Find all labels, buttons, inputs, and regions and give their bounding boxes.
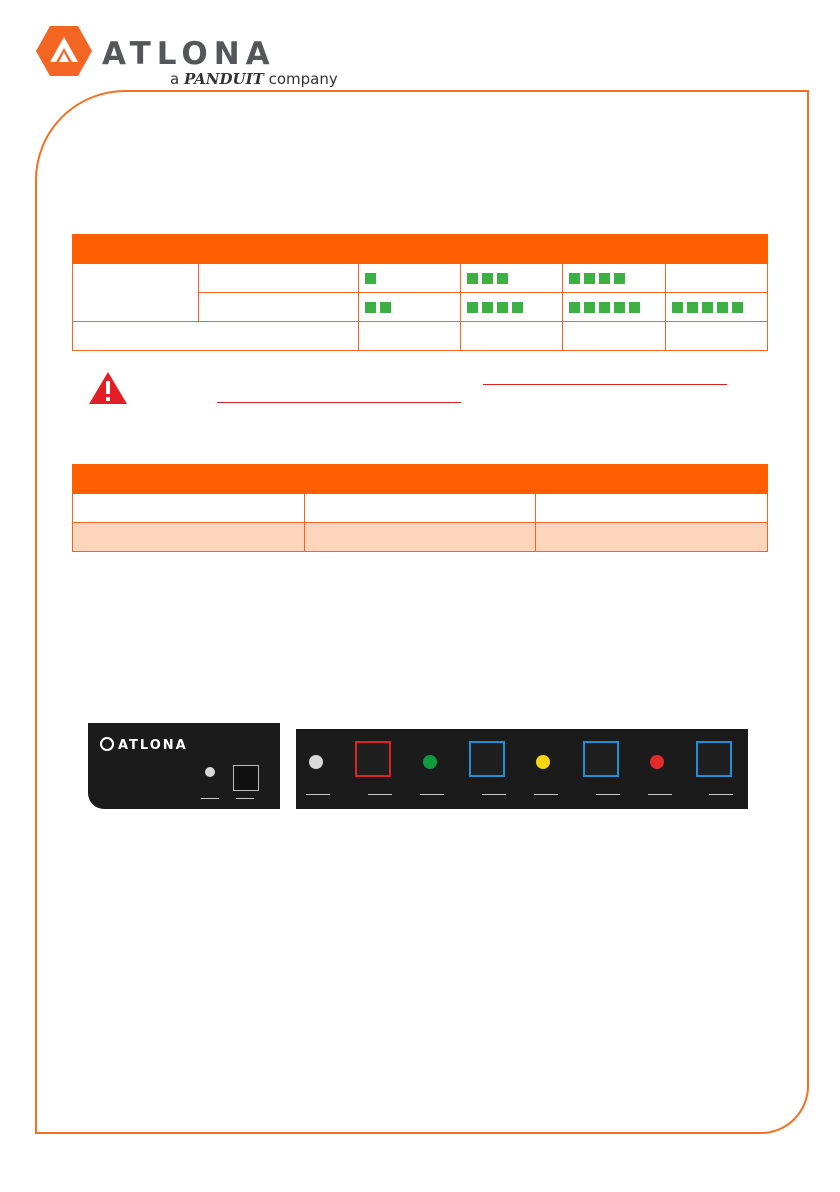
signal-bars-cell [359,293,461,322]
brand-subtitle [170,70,338,88]
device-front-panel [88,723,280,809]
signal-bars-cell [359,264,461,293]
button-blue-1[interactable] [469,741,505,777]
table-cell [73,322,359,351]
signal-table-header [73,235,768,264]
label-line [596,794,620,795]
table-cell [666,264,768,293]
pair-button[interactable] [233,765,259,791]
label-line [420,794,444,795]
power-led [205,767,215,777]
brand-name: ATLONA [102,36,276,72]
led-green [423,755,437,769]
button-blue-3[interactable] [696,741,732,777]
led-yellow [536,755,550,769]
signal-bars-cell [563,293,666,322]
table-row [73,264,768,293]
brand-sub-mark: PANDUIT [183,70,264,88]
label-line [201,798,219,799]
button-blue-2[interactable] [583,741,619,777]
info-table [72,464,768,552]
label-line [709,794,733,795]
device-button-strip [296,729,748,809]
table-cell [461,322,563,351]
atlona-logo-icon [100,737,114,751]
brand-sub-suffix: company [268,70,338,88]
signal-bars-cell [563,264,666,293]
brand-sub-prefix: a [170,70,180,88]
header-cell [73,465,305,494]
table-cell [305,494,536,523]
table-row [73,322,768,351]
device-logo [100,737,188,753]
device-logo-text: ATLONA [118,738,188,753]
led-red [650,755,664,769]
table-row [73,494,768,523]
signal-bars-cell [666,293,768,322]
table-cell [563,322,666,351]
label-line [236,798,254,799]
table-cell [73,523,305,552]
table-cell [73,494,305,523]
info-table-header [73,465,768,494]
atlona-logo-icon [36,24,92,78]
warning-link[interactable] [217,402,461,403]
table-cell [536,523,768,552]
label-line [368,794,392,795]
table-cell [199,264,359,293]
header-cell [199,235,768,264]
table-cell [536,494,768,523]
warning-link[interactable] [483,384,727,385]
label-line [534,794,558,795]
table-cell [73,264,199,322]
table-cell [666,322,768,351]
button-red[interactable] [355,741,391,777]
header-cell [536,465,768,494]
table-row [73,523,768,552]
signal-table [72,234,768,351]
header-cell [305,465,536,494]
label-line [648,794,672,795]
led-white [309,755,323,769]
label-line [482,794,506,795]
header-cell [73,235,199,264]
table-cell [305,523,536,552]
signal-bars-cell [461,264,563,293]
warning-triangle-icon [88,371,128,405]
label-line [306,794,330,795]
table-cell [359,322,461,351]
table-cell [199,293,359,322]
signal-bars-cell [461,293,563,322]
